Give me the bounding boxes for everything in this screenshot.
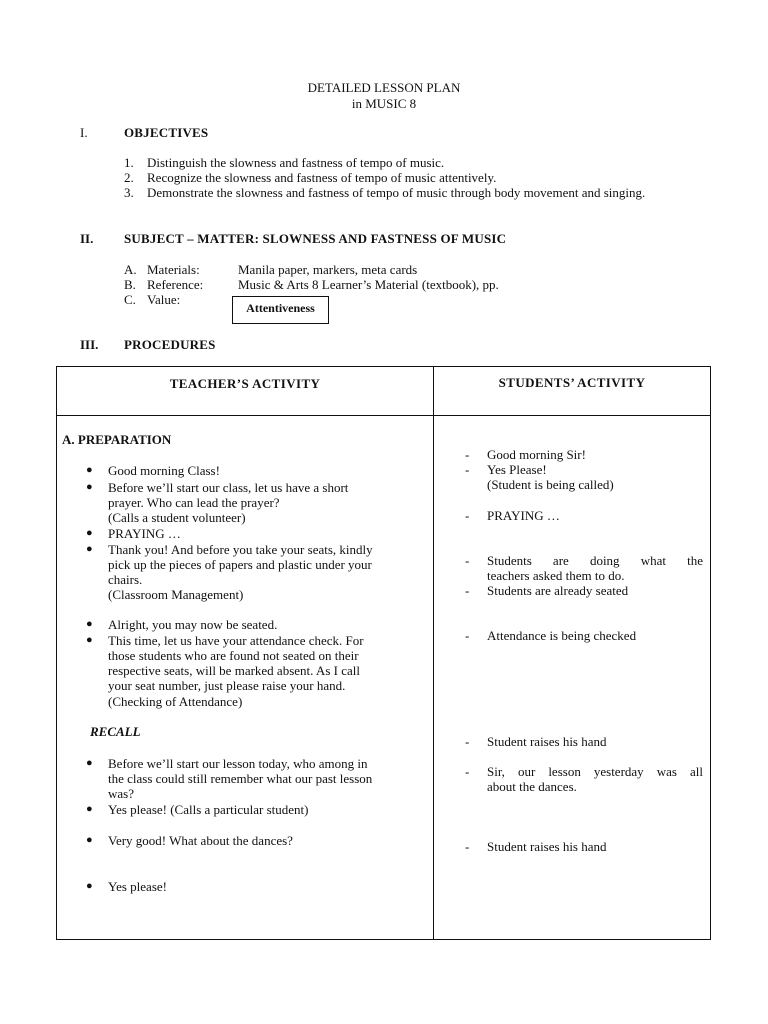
teacher-line: Good morning Class! (108, 463, 220, 478)
teacher-line: respective seats, will be marked absent. As I call (108, 663, 360, 678)
dash: - (465, 462, 470, 477)
bullet: ● (86, 834, 93, 846)
dash: - (465, 553, 470, 568)
preparation-label: A. PREPARATION (62, 432, 172, 447)
table-border-top (56, 366, 711, 367)
student-line: teachers asked them to do. (487, 568, 625, 583)
objective-number: 3. (124, 185, 134, 200)
bullet: ● (86, 618, 93, 630)
bullet: ● (86, 527, 93, 539)
dash: - (465, 839, 470, 854)
teacher-line: Very good! What about the dances? (108, 833, 293, 848)
dash: - (465, 764, 470, 779)
section-number-subject: II. (80, 231, 94, 246)
bullet: ● (86, 634, 93, 646)
bullet: ● (86, 757, 93, 769)
value-box: Attentiveness (232, 296, 329, 324)
materials-letter: A. (124, 262, 137, 277)
students-activity-header: STUDENTS’ ACTIVITY (498, 375, 646, 390)
bullet: ● (86, 543, 93, 555)
objective-number: 1. (124, 155, 134, 170)
materials-value: Manila paper, markers, meta cards (238, 262, 418, 277)
teacher-line: PRAYING … (108, 526, 181, 541)
student-line: Student raises his hand (487, 734, 607, 749)
section-title-procedures: PROCEDURES (124, 337, 216, 352)
bullet: ● (86, 803, 93, 815)
teacher-line: pick up the pieces of papers and plastic under your (108, 557, 372, 572)
student-line: Good morning Sir! (487, 447, 586, 462)
teacher-line: chairs. (108, 572, 143, 587)
objective-text: Demonstrate the slowness and fastness of tempo of music through body movement and singing. (147, 185, 646, 200)
reference-value: Music & Arts 8 Learner’s Material (textbook), pp. (238, 277, 499, 292)
student-line: about the dances. (487, 779, 577, 794)
student-line: Yes Please! (487, 462, 547, 477)
teacher-line: Before we’ll start our class, let us have a short (108, 480, 349, 495)
table-header-divider (56, 415, 711, 416)
student-line: (Student is being called) (487, 477, 614, 492)
teacher-line: your seat number, just please raise your hand. (108, 678, 346, 693)
teacher-line: those students who are found not seated on their (108, 648, 359, 663)
teacher-line: This time, let us have your attendance check. For (108, 633, 364, 648)
dash: - (465, 583, 470, 598)
teacher-line: Before we’ll start our lesson today, who among in (108, 756, 368, 771)
student-line: Students are already seated (487, 583, 629, 598)
objective-item (124, 155, 712, 170)
teacher-activity-header: TEACHER’S ACTIVITY (169, 376, 321, 391)
teacher-line: was? (108, 786, 134, 801)
table-border-left (56, 366, 57, 940)
objective-item (124, 185, 712, 200)
student-line: Sir, our lesson yesterday was all (487, 764, 703, 779)
teacher-line: (Classroom Management) (108, 587, 244, 602)
dash: - (465, 508, 470, 523)
objective-text: Recognize the slowness and fastness of tempo of music attentively. (147, 170, 497, 185)
bullet: ● (86, 481, 93, 493)
document-title: DETAILED LESSON PLAN (307, 80, 461, 95)
value-key: Value: (147, 292, 181, 307)
recall-label: RECALL (90, 724, 141, 739)
teacher-line: Alright, you may now be seated. (108, 617, 278, 632)
section-title-subject: SUBJECT – MATTER: SLOWNESS AND FASTNESS OF MUSIC (124, 231, 507, 246)
dash: - (465, 628, 470, 643)
dash: - (465, 447, 470, 462)
teacher-line: (Calls a student volunteer) (108, 510, 246, 525)
objective-number: 2. (124, 170, 134, 185)
reference-key: Reference: (147, 277, 204, 292)
teacher-line: Yes please! (108, 879, 167, 894)
table-column-divider (433, 366, 434, 940)
dash: - (465, 734, 470, 749)
section-title-objectives: OBJECTIVES (124, 125, 209, 140)
bullet: ● (86, 464, 93, 476)
document-subtitle: in MUSIC 8 (351, 96, 417, 111)
value-letter: C. (124, 292, 136, 307)
student-line: Attendance is being checked (487, 628, 637, 643)
objective-text: Distinguish the slowness and fastness of tempo of music. (147, 155, 445, 170)
objective-item (124, 170, 712, 185)
teacher-line: the class could still remember what our past lesson (108, 771, 373, 786)
section-number-objectives: I. (80, 125, 88, 140)
teacher-line: prayer. Who can lead the prayer? (108, 495, 280, 510)
materials-key: Materials: (147, 262, 200, 277)
reference-letter: B. (124, 277, 136, 292)
teacher-line: Thank you! And before you take your seats, kindly (108, 542, 373, 557)
table-border-right (710, 366, 711, 940)
student-line: Student raises his hand (487, 839, 607, 854)
table-border-bottom (56, 939, 711, 940)
teacher-line: Yes please! (Calls a particular student) (108, 802, 309, 817)
teacher-line: (Checking of Attendance) (108, 694, 243, 709)
section-number-procedures: III. (80, 337, 99, 352)
bullet: ● (86, 880, 93, 892)
student-line: PRAYING … (487, 508, 560, 523)
student-line: Students are doing what the (487, 553, 703, 568)
